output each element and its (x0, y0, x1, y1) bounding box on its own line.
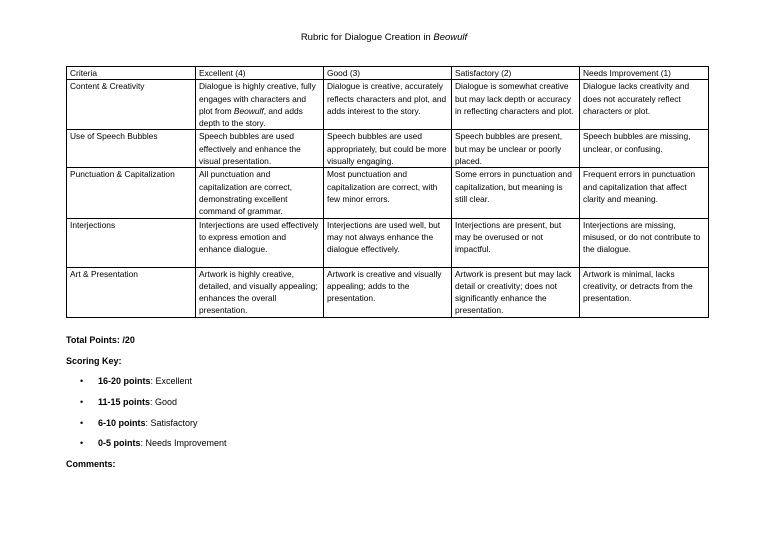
list-item: • 16-20 points: Excellent (80, 376, 193, 386)
good-cell: Dialogue is creative, accurately reflects characters and plot, and adds interest to the story. (324, 80, 452, 130)
table-row (67, 218, 709, 267)
header-good: Good (3) (324, 67, 452, 80)
excellent-cell: Dialogue is highly creative, fully engages with characters and plot from Beowulf, and adds depth to the story. (196, 80, 324, 130)
bullet-icon: • (80, 376, 84, 386)
header-needs-improvement: Needs Improvement (1) (580, 67, 709, 80)
bullet-icon: • (80, 397, 84, 407)
header-criteria: Criteria (67, 67, 196, 80)
criteria-cell: Content & Creativity (67, 80, 196, 130)
needs-improvement-cell: Artwork is minimal, lacks creativity, or detracts from the presentation. (580, 267, 709, 317)
good-cell: Speech bubbles are used appropriately, but could be more visually engaging. (324, 130, 452, 168)
table-row (67, 168, 709, 218)
total-points: Total Points: /20 (66, 335, 135, 345)
excellent-cell: All punctuation and capitalization are correct, demonstrating excellent command of grammar. (196, 168, 324, 218)
document-title: Rubric for Dialogue Creation in Beowulf (300, 32, 468, 43)
satisfactory-cell: Artwork is present but may lack detail or creativity; does not significantly enhance the presentation. (452, 267, 580, 317)
criteria-cell: Interjections (67, 218, 196, 267)
table-row (67, 80, 709, 130)
needs-improvement-cell: Interjections are missing, misused, or do not contribute to the dialogue. (580, 218, 709, 267)
satisfactory-cell: Speech bubbles are present, but may be unclear or poorly placed. (452, 130, 580, 168)
criteria-cell: Art & Presentation (67, 267, 196, 317)
bullet-icon: • (80, 418, 84, 428)
table-row (67, 130, 709, 168)
list-item: • 0-5 points: Needs Improvement (80, 438, 227, 448)
excellent-cell: Artwork is highly creative, detailed, and visually appealing; enhances the overall presentation. (196, 267, 324, 317)
rubric-table (66, 66, 709, 318)
needs-improvement-cell: Dialogue lacks creativity and does not accurately reflect characters or plot. (580, 80, 709, 130)
excellent-cell: Interjections are used effectively to express emotion and enhance dialogue. (196, 218, 324, 267)
good-cell: Interjections are used well, but may not always enhance the dialogue effectively. (324, 218, 452, 267)
comments-heading: Comments: (66, 459, 116, 469)
excellent-italic: Beowulf (233, 105, 264, 116)
satisfactory-cell: Dialogue is somewhat creative but may lack depth or accuracy in reflecting characters and plot. (452, 80, 580, 130)
table-header-row (67, 67, 709, 80)
header-satisfactory: Satisfactory (2) (452, 67, 580, 80)
criteria-cell: Use of Speech Bubbles (67, 130, 196, 168)
table-row (67, 267, 709, 317)
good-cell: Most punctuation and capitalization are correct, with few minor errors. (324, 168, 452, 218)
needs-improvement-cell: Frequent errors in punctuation and capitalization that affect clarity and meaning. (580, 168, 709, 218)
header-excellent: Excellent (4) (196, 67, 324, 80)
excellent-cell: Speech bubbles are used effectively and enhance the visual presentation. (196, 130, 324, 168)
list-item: • 11-15 points: Good (80, 397, 178, 407)
satisfactory-cell: Interjections are present, but may be overused or not impactful. (452, 218, 580, 267)
bullet-icon: • (80, 438, 84, 448)
good-cell: Artwork is creative and visually appealing; adds to the presentation. (324, 267, 452, 317)
criteria-cell: Punctuation & Capitalization (67, 168, 196, 218)
title-italic: Beowulf (433, 32, 468, 43)
scoring-key-heading: Scoring Key: (66, 356, 122, 366)
list-item: • 6-10 points: Satisfactory (80, 418, 198, 428)
needs-improvement-cell: Speech bubbles are missing, unclear, or confusing. (580, 130, 709, 168)
satisfactory-cell: Some errors in punctuation and capitalization, but meaning is still clear. (452, 168, 580, 218)
